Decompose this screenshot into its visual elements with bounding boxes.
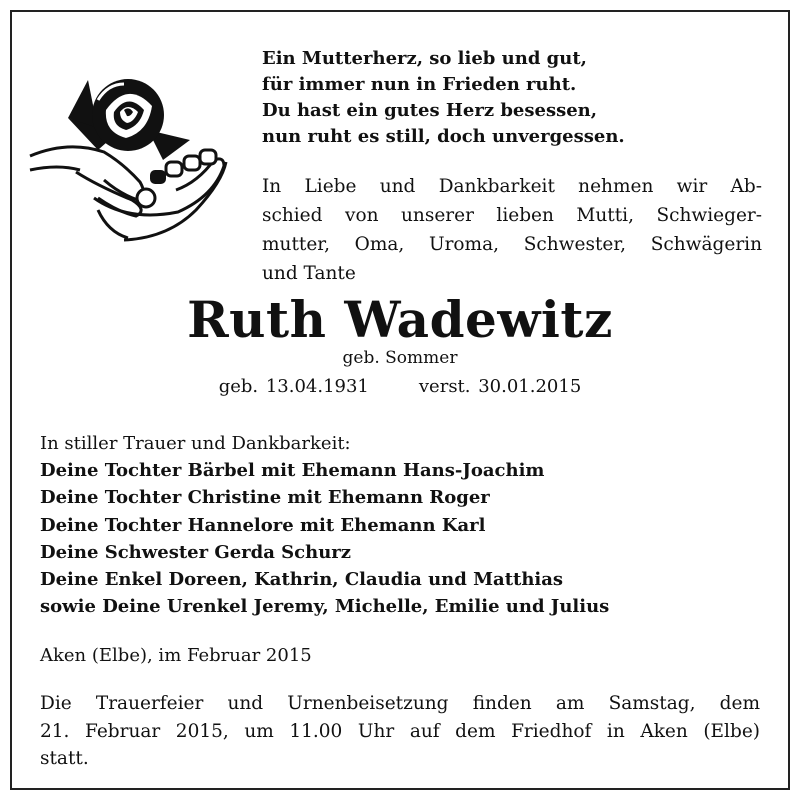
life-dates	[0, 374, 800, 400]
intro-line: mutter, Oma, Uroma, Schwester, Schwägerin	[262, 234, 762, 255]
intro-text	[262, 172, 762, 288]
funeral-info	[40, 690, 760, 773]
deceased-name: Ruth Wadewitz	[187, 290, 613, 349]
mourner-line: Deine Tochter Bärbel mit Ehemann Hans-Joachim	[40, 460, 545, 482]
maiden-name: geb. Sommer	[342, 348, 458, 368]
funeral-line: Die Trauerfeier und Urnenbeisetzung finden am Samstag, dem	[40, 693, 760, 714]
poem-line: für immer nun in Frieden ruht.	[262, 74, 577, 95]
birth-date: geb. 13.04.1931	[218, 376, 369, 397]
poem-line: Ein Mutterherz, so lieb und gut,	[262, 48, 587, 69]
mourner-line: Deine Tochter Hannelore mit Ehemann Karl	[40, 514, 486, 536]
funeral-line: 21. Februar 2015, um 11.00 Uhr auf dem Friedhof in Aken (Elbe)	[40, 720, 760, 742]
poem	[262, 46, 762, 150]
poem-line: Du hast ein gutes Herz besessen,	[262, 100, 598, 121]
poem-line: nun ruht es still, doch unvergessen.	[262, 126, 625, 147]
death-date: verst. 30.01.2015	[418, 376, 582, 397]
funeral-line: statt.	[40, 748, 89, 769]
mourner-line: Deine Schwester Gerda Schurz	[40, 541, 352, 563]
intro-line: schied von unserer lieben Mutti, Schwieger-	[262, 205, 762, 226]
mourner-line: Deine Enkel Doreen, Kathrin, Claudia und Matthias	[40, 569, 564, 591]
intro-line: und Tante	[262, 263, 356, 284]
mourner-line: Deine Tochter Christine mit Ehemann Roger	[40, 487, 490, 509]
mourners-list	[40, 430, 770, 620]
mourner-line: sowie Deine Urenkel Jeremy, Michelle, Emilie und Julius	[40, 596, 610, 618]
rose-in-hands-icon	[28, 70, 228, 250]
intro-line: In Liebe und Dankbarkeit nehmen wir Ab-	[262, 176, 762, 197]
mourners-intro: In stiller Trauer und Dankbarkeit:	[40, 433, 351, 454]
place-date: Aken (Elbe), im Februar 2015	[40, 645, 312, 666]
